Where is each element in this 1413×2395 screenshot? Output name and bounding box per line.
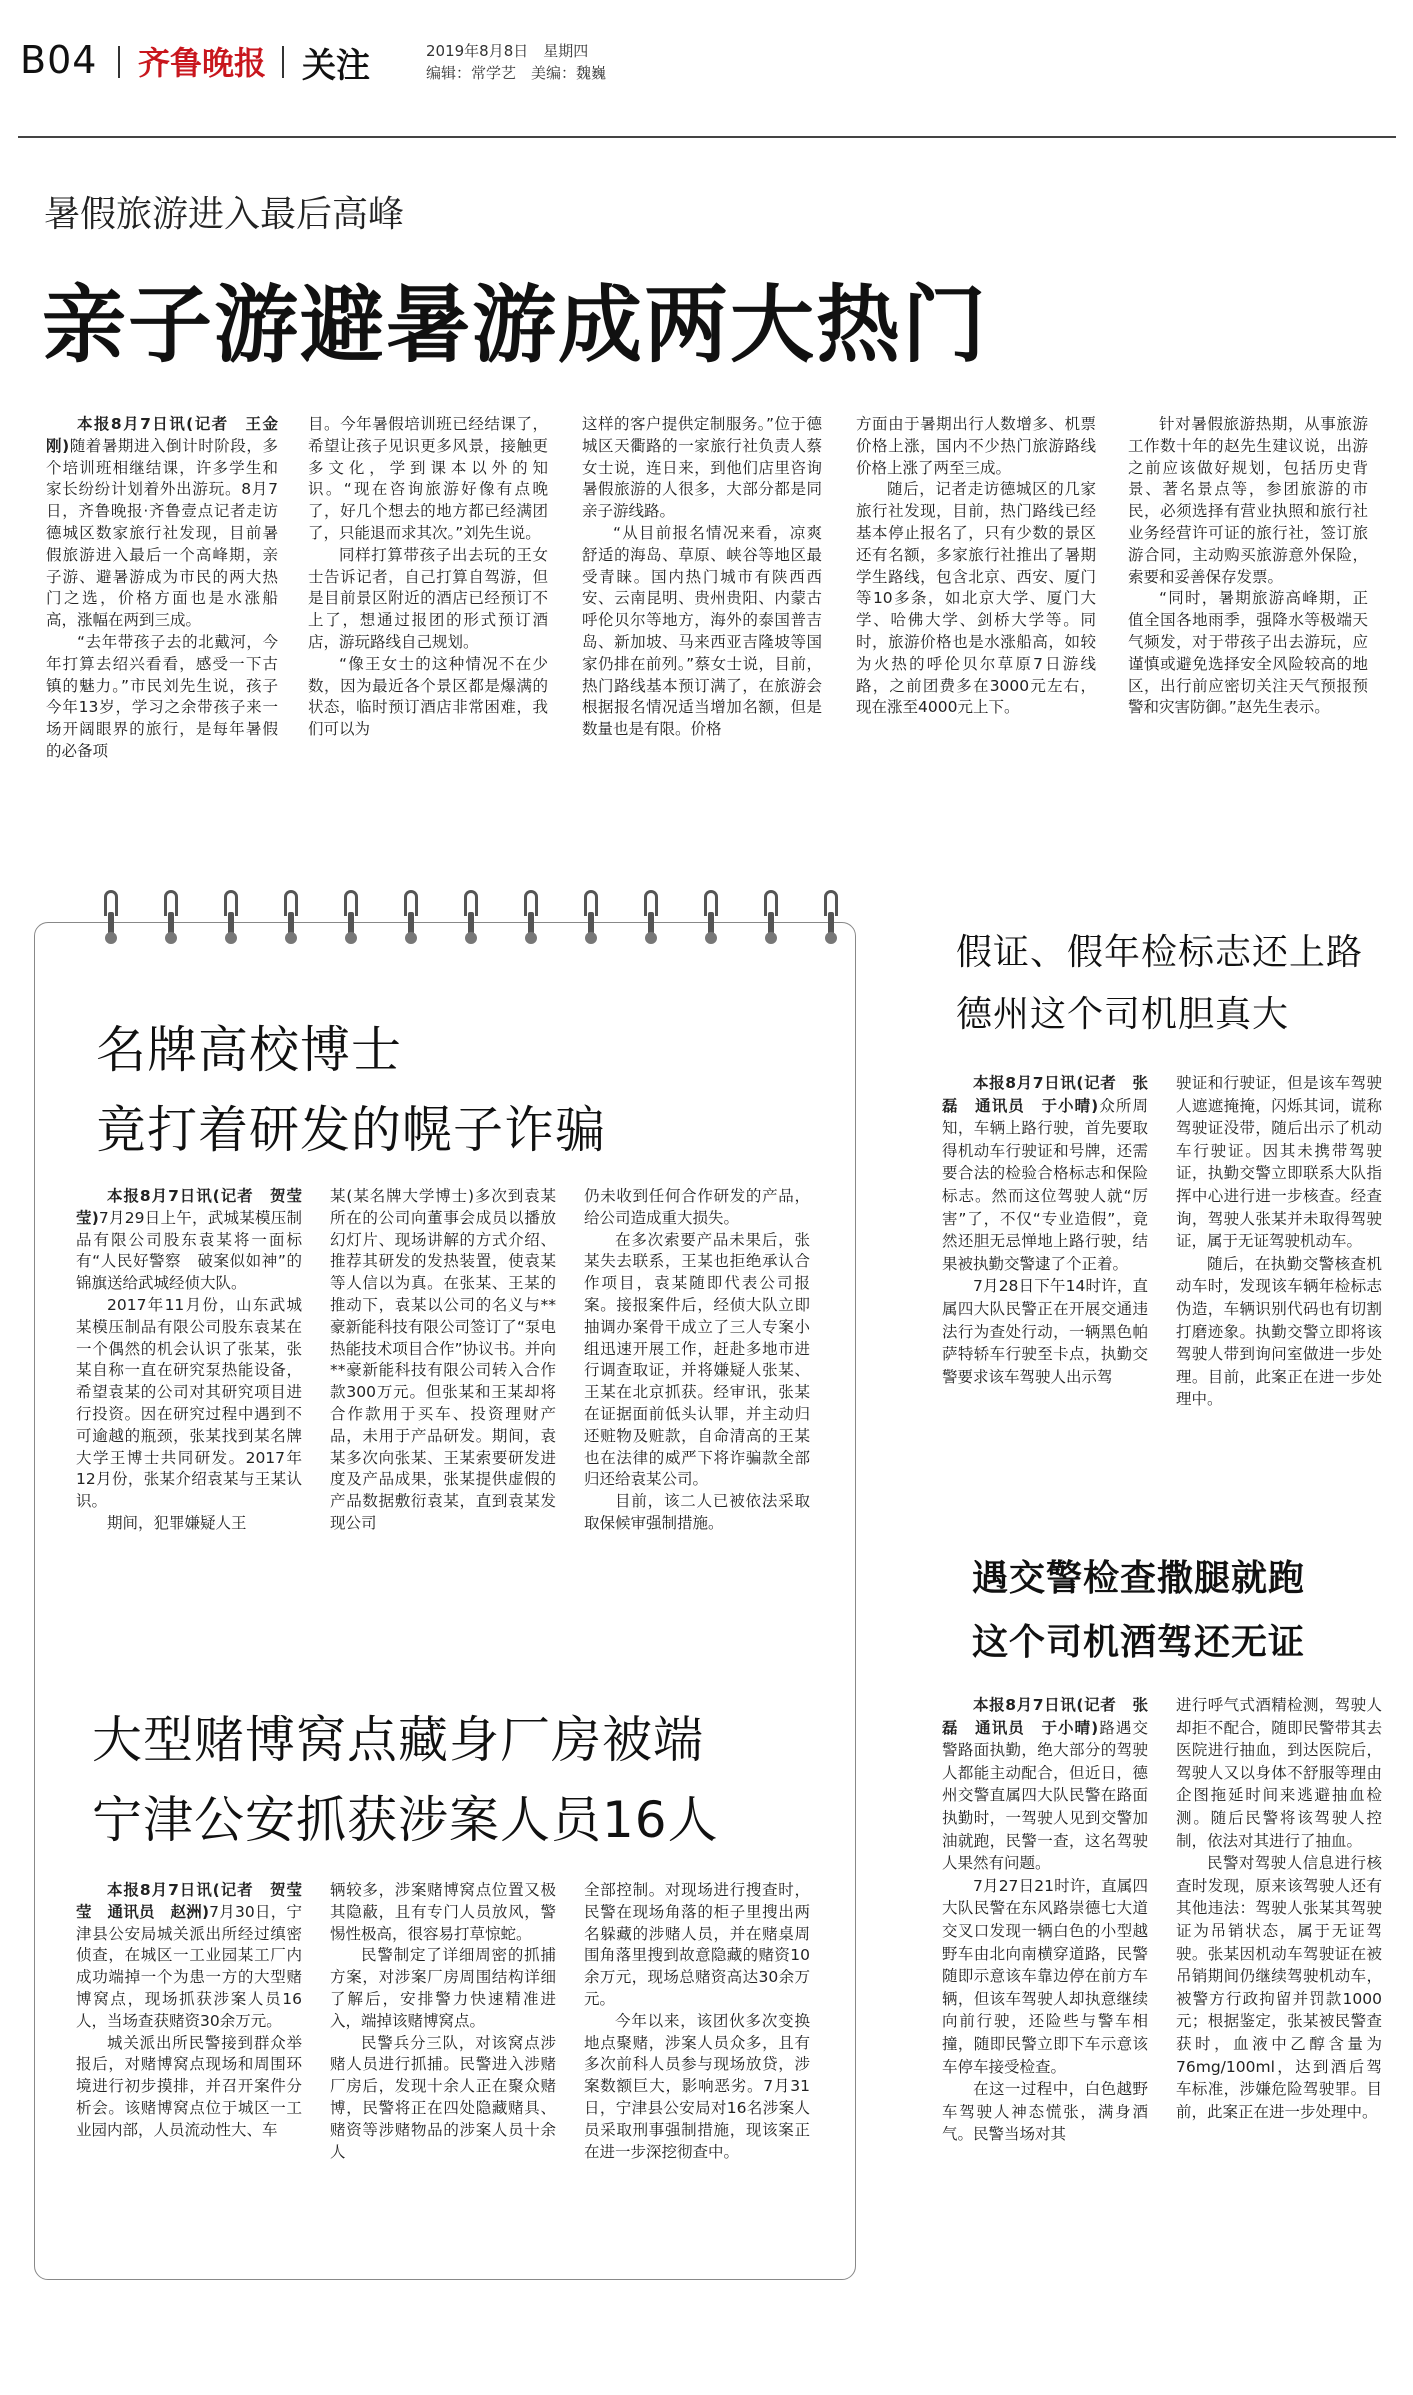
- box-story2-col2-para3: 民警兵分三队，对该窝点涉赌人员进行抓捕。民警进入涉赌厂房后，发现十余人正在聚众赌博，民警将正在四处隐藏赌具、赌资等涉赌物品的涉案人员十余人: [330, 2033, 556, 2161]
- box-story2-lead: 本报8月7日讯(记者 贺莹莹 通讯员 赵洲): [76, 1881, 302, 1921]
- side-story1-column-1: [942, 1072, 1148, 1542]
- main-column-1: [46, 414, 278, 824]
- box-story1-column-3: [584, 1186, 810, 1634]
- side-story1-title-line1: 假证、假年检标志还上路: [956, 932, 1364, 973]
- box-story1-title-line2: 竟打着研发的幌子诈骗: [96, 1101, 606, 1159]
- box-story1-column-1: [76, 1186, 302, 1634]
- side-story2-lead: 本报8月7日讯(记者 张磊 通讯员 于小晴): [942, 1696, 1148, 1737]
- box-story2-col1-para2: 城关派出所民警接到群众举报后，对赌博窝点现场和周围环境进行初步摸排，并召开案件分析会。该赌博窝点位于城区一工业园内部，人员流动性大、车: [76, 2033, 302, 2139]
- page-number: B04: [20, 38, 98, 82]
- spiral-ring: [584, 890, 598, 948]
- box-story1-lead: 本报8月7日讯(记者 贺莹莹): [76, 1187, 302, 1227]
- header-divider: [282, 46, 284, 78]
- spiral-ring: [764, 890, 778, 948]
- main-col1-para2: “去年带孩子去的北戴河，今年打算去绍兴看看，感受一下古镇的魅力。”市民刘先生说，孩子今年13岁，学习之余带孩子来一场开阔眼界的旅行，是每年暑假的必备项: [46, 632, 278, 760]
- main-col2-para3: “像王女士的这种情况不在少数，因为最近各个景区都是爆满的状态，临时预订酒店非常困难，我们可以为: [308, 654, 548, 739]
- side-story2-col1-para2: 7月27日21时许，直属四大队民警在东风路崇德七大道交叉口发现一辆白色的小型越野车由北向南横穿道路，民警随即示意该车靠边停在前方车辆，但该车驾驶人却执意继续向前行驶，还险些与警车相撞，随即民警立即下车示意该车停车接受检查。: [942, 1876, 1148, 2076]
- box-story2-title-line2: 宁津公安抓获涉案人员16人: [92, 1791, 719, 1849]
- side-story2-col2-para2: 民警对驾驶人信息进行核查时发现，原来该驾驶人还有其他违法：驾驶人张某其驾驶证为吊销状态，属于无证驾驶。张某因机动车驾驶证在被吊销期间仍继续驾驶机动车，被警方行政拘留并罚款1000元；根据鉴定，张某被民警查获时，血液中乙醇含量为76mg/100ml，达到酒后驾车标准，涉嫌危险驾驶罪。目前，此案正在进一步处理中。: [1176, 1854, 1382, 2121]
- header-rule: [18, 136, 1396, 138]
- side-story2-col1-para3: 在这一过程中，白色越野车驾驶人神态慌张，满身酒气。民警当场对其: [942, 2080, 1148, 2144]
- main-col2-para1: 目。今年暑假培训班已经结课了，希望让孩子见识更多风景，接触更多文化，学到课本以外的知识。“现在咨询旅游好像有点晚了，好几个想去的地方都已经满团了，只能退而求其次。”刘先生说。: [308, 415, 548, 542]
- box-story1-col3-para3: 目前，该二人已被依法采取取保候审强制措施。: [584, 1492, 810, 1532]
- side-story2-title-line1: 遇交警检查撒腿就跑: [972, 1558, 1306, 1599]
- spiral-ring: [464, 890, 478, 948]
- spiral-ring: [224, 890, 238, 948]
- spiral-ring: [104, 890, 118, 948]
- box-story2-column-2: [330, 1880, 556, 2270]
- issue-date: 2019年8月8日 星期四: [426, 42, 589, 60]
- main-column-5: [1128, 414, 1368, 824]
- main-col2-para2: 同样打算带孩子出去玩的王女士告诉记者，自己打算自驾游，但是目前景区附近的酒店已经预订不上了，想通过报团的形式预订酒店，游玩路线自己规划。: [308, 545, 548, 651]
- side-story1-lead: 本报8月7日讯(记者 张磊 通讯员 于小晴): [942, 1074, 1148, 1115]
- spiral-ring: [404, 890, 418, 948]
- spiral-ring: [344, 890, 358, 948]
- spiral-ring: [524, 890, 538, 948]
- box-story1-col1-para3: 期间，犯罪嫌疑人王: [107, 1513, 247, 1532]
- box-story1-col2-para1: 某(某名牌大学博士)多次到袁某所在的公司向董事会成员以播放幻灯片、现场讲解的方式介绍、推荐其研发的发热装置，使袁某等人信以为真。在张某、王某的推动下，袁某以公司的名义与**豪新能科技有限公司签订了“泵电热能技术项目合作”协议书。并向**豪新能科技有限公司转入合作款300万元。但张某和王某却将合作款用于买车、投资理财产品，未用于产品研发。期间，袁某多次向张某、王某索要研发进度及产品成果，张某提供虚假的产品数据敷衍袁某，直到袁某发现公司: [330, 1187, 556, 1532]
- side-story2-column-2: [1176, 1694, 1382, 2284]
- side-story1-title-line2: 德州这个司机胆真大: [956, 994, 1290, 1035]
- header-divider: [118, 46, 120, 78]
- main-col4-para2: 随后，记者走访德城区的几家旅行社发现，目前，热门路线已经基本停止报名了，只有少数的景区还有名额，多家旅行社推出了暑期学生路线，包含北京、西安、厦门等10多条，如北京大学、厦门大学、哈佛大学、剑桥大学等。同时，旅游价格也是水涨船高，如较为火热的呼伦贝尔草原7日游线路，之前团费多在3000元左右，现在涨至4000元上下。: [856, 480, 1096, 717]
- box-story1-col3-para2: 在多次索要产品未果后，张某失去联系，王某也拒绝承认合作项目，袁某随即代表公司报案。接报案件后，经侦大队立即抽调办案骨干成立了三人专案小组迅速开展工作，赶赴多地市进行调查取证，并将嫌疑人张某、王某在北京抓获。经审讯，张某在证据面前低头认罪，并主动归还赃物及赃款，自命清高的王某也在法律的威严下将诈骗款全部归还给袁某公司。: [584, 1230, 810, 1489]
- main-kicker: 暑假旅游进入最后高峰: [44, 194, 405, 235]
- masthead-logo: 齐鲁晚报: [138, 44, 267, 82]
- side-story2-col2-para1: 进行呼气式酒精检测，驾驶人却拒不配合，随即民警带其去医院进行抽血，到达医院后，驾驶人又以身体不舒服等理由企图拖延时间来逃避抽血检测。随后民警将该驾驶人控制，依法对其进行了抽血。: [1176, 1696, 1382, 1850]
- box-story2-col3-para1: 全部控制。对现场进行搜查时，民警在现场角落的柜子里搜出两名躲藏的涉赌人员，并在赌桌周围角落里搜到故意隐藏的赌资10余万元，现场总赌资高达30余万元。: [584, 1881, 810, 2008]
- main-col3-para1: 这样的客户提供定制服务。”位于德城区天衢路的一家旅行社负责人蔡女士说，连日来，到他们店里咨询暑假旅游的人很多，大部分都是同亲子游线路。: [582, 415, 822, 521]
- box-story2-title-line1: 大型赌博窝点藏身厂房被端: [92, 1711, 704, 1769]
- main-column-4: [856, 414, 1096, 824]
- section-name: 关注: [302, 46, 370, 86]
- main-col5-para1: 针对暑假旅游热期，从事旅游工作数十年的赵先生建议说，出游之前应该做好规划，包括历史背景、著名景点等，参团旅游的市民，必须选择有营业执照和旅行社业务经营许可证的旅行社，签订旅游合同，主动购买旅游意外保险，索要和妥善保存发票。: [1128, 415, 1368, 586]
- box-story2-col2-para1: 辆较多，涉案赌博窝点位置又极其隐蔽，且有专门人员放风，警惕性极高，很容易打草惊蛇。: [330, 1881, 556, 1943]
- spiral-ring: [644, 890, 658, 948]
- side-story2-column-1: [942, 1694, 1148, 2284]
- side-story2-col1-para1: 路遇交警路面执勤，绝大部分的驾驶人都能主动配合，但近日，德州交警直属四大队民警在路面执勤时，一驾驶人见到交警加油就跑，民警一查，这名驾驶人果然有问题。: [942, 1718, 1148, 1873]
- editors-credit: 编辑：常学艺 美编：魏巍: [426, 64, 607, 82]
- side-story2-title-line2: 这个司机酒驾还无证: [972, 1622, 1306, 1663]
- side-story1-col2-para1: 驶证和行驶证，但是该车驾驶人遮遮掩掩，闪烁其词，谎称驾驶证没带，随后出示了机动车行驶证。因其未携带驾驶证，执勤交警立即联系大队指挥中心进行进一步核查。经查询，驾驶人张某并未取得驾驶证，属于无证驾驶机动车。: [1176, 1074, 1382, 1251]
- box-story1-col1-para2: 2017年11月份，山东武城某模压制品有限公司股东袁某在一个偶然的机会认识了张某，张某自称一直在研究泵热能设备，希望袁某的公司对其研究项目进行投资。因在研究过程中遇到不可逾越的瓶颈，张某找到某名牌大学王博士共同研发。2017年12月份，张某介绍袁某与王某认识。: [76, 1295, 302, 1511]
- main-lead: 本报8月7日讯(记者 王金刚): [46, 415, 278, 455]
- main-headline: 亲子游避暑游成两大热门: [42, 276, 989, 374]
- box-story2-column-3: [584, 1880, 810, 2270]
- main-column-2: [308, 414, 548, 824]
- spiral-ring: [824, 890, 838, 948]
- box-story2-col1-para1: 7月30日，宁津县公安局城关派出所经过缜密侦查，在城区一工业园某工厂内成功端掉一个为患一方的大型赌博窝点，现场抓获涉案人员16人，当场查获赌资30余万元。: [76, 1902, 302, 2030]
- box-story2-col3-para2: 今年以来，该团伙多次变换地点聚赌，涉案人员众多，且有多次前科人员参与现场放贷，涉案数额巨大，影响恶劣。7月31日，宁津县公安局对16名涉案人员采取刑事强制措施，现该案正在进一步深挖彻查中。: [584, 2011, 810, 2161]
- side-story1-column-2: [1176, 1072, 1382, 1542]
- spiral-ring: [704, 890, 718, 948]
- spiral-ring: [164, 890, 178, 948]
- side-story1-col1-para2: 7月28日下午14时许，直属四大队民警正在开展交通违法行为查处行动，一辆黑色帕萨特轿车行驶至卡点，执勤交警要求该车驾驶人出示驾: [942, 1277, 1148, 1386]
- box-story1-col3-para1: 仍未收到任何合作研发的产品，给公司造成重大损失。: [584, 1187, 810, 1227]
- side-story1-col1-para1: 众所周知，车辆上路行驶，首先要取得机动车行驶证和号牌，还需要合法的检验合格标志和保险标志。然而这位驾驶人就“厉害”了，不仅“专业造假”，竟然还胆无忌惮地上路行驶，结果被执勤交警逮了个正着。: [942, 1096, 1148, 1273]
- box-story1-title-line1: 名牌高校博士: [96, 1021, 402, 1079]
- side-story1-col2-para2: 随后，在执勤交警核查机动车时，发现该车辆年检标志伪造，车辆识别代码也有切割打磨迹象。执勤交警立即将该驾驶人带到询问室做进一步处理。目前，此案正在进一步处理中。: [1176, 1254, 1382, 1409]
- box-story1-column-2: [330, 1186, 556, 1634]
- main-column-3: [582, 414, 822, 824]
- main-col1-para1: 随着暑期进入倒计时阶段，多个培训班相继结课，许多学生和家长纷纷计划着外出游玩。8月7日，齐鲁晚报·齐鲁壹点记者走访德城区数家旅行社发现，目前暑假旅游进入最后一个高峰期，亲子游、避暑游成为市民的两大热门之选，价格方面也是水涨船高，涨幅在两到三成。: [46, 436, 278, 630]
- main-col5-para2: “同时，暑期旅游高峰期，正值全国各地雨季，强降水等极端天气频发，对于带孩子出去游玩，应谨慎或避免选择安全风险较高的地区，出行前应密切关注天气预报预警和灾害防御。”赵先生表示。: [1128, 589, 1368, 717]
- main-col4-para1: 方面由于暑期出行人数增多、机票价格上涨，国内不少热门旅游路线价格上涨了两至三成。: [856, 415, 1096, 477]
- spiral-ring: [284, 890, 298, 948]
- box-story2-column-1: [76, 1880, 302, 2270]
- box-story2-col2-para2: 民警制定了详细周密的抓捕方案，对涉案厂房周围结构详细了解后，安排警力快速精准进入，端掉该赌博窝点。: [330, 1946, 556, 2030]
- box-story1-col1-para1: 7月29日上午，武城某模压制品有限公司股东袁某将一面标有“人民好警察 破案似如神”的锦旗送给武城经侦大队。: [76, 1208, 302, 1293]
- page-header: [0, 0, 1413, 150]
- main-col3-para2: “从目前报名情况来看，凉爽舒适的海岛、草原、峡谷等地区最受青睐。国内热门城市有陕西西安、云南昆明、贵州贵阳、内蒙古呼伦贝尔等地方，海外的泰国普吉岛、新加坡、马来西亚吉隆坡等国家仍排在前列。”蔡女士说，目前，热门路线基本预订满了，在旅游会根据报名情况适当增加名额，但是数量也是有限。价格: [582, 523, 822, 739]
